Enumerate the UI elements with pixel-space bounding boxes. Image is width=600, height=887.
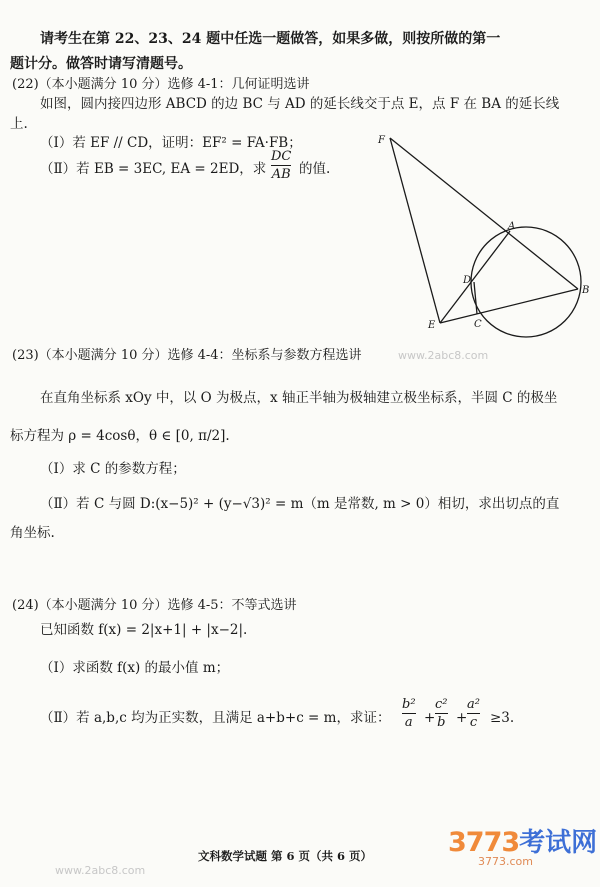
ineq-frac-2-bar <box>435 713 448 714</box>
site-logo-text: 考试网 <box>519 828 598 858</box>
label-B: B <box>582 285 590 296</box>
circumcircle <box>471 227 581 337</box>
q23-part-2-cont: 角坐标. <box>10 525 55 541</box>
watermark-mid: www.2abc8.com <box>398 349 489 362</box>
ineq-frac-3 <box>467 697 480 730</box>
q22-part-2-suffix: 的值. <box>299 161 331 177</box>
q22-part-2-prefix: （Ⅱ）若 EB = 3EC, EA = 2ED，求 <box>40 161 267 177</box>
label-E: E <box>428 320 436 331</box>
q23-part-2: （Ⅱ）若 C 与圆 D:(x−5)² + (y−√3)² = m（m 是常数, m > 0）相切，求出切点的直 <box>40 496 560 512</box>
ineq-frac-3-den: c <box>469 715 478 730</box>
ineq-tail: ≥3. <box>490 710 515 726</box>
site-logo-number: 3773 <box>448 827 520 858</box>
q24-body-1: 已知函数 f(x) = 2|x+1| + |x−2|. <box>40 622 248 638</box>
site-logo <box>448 822 597 859</box>
q23-part-1: （Ⅰ）求 C 的参数方程； <box>40 461 186 477</box>
q22-fraction-den: AB <box>271 167 291 182</box>
q23-header: (23)（本小题满分 10 分）选修 4-4：坐标系与参数方程选讲 <box>12 348 362 363</box>
q24-part-1: （Ⅰ）求函数 f(x) 的最小值 m； <box>40 660 230 676</box>
ineq-frac-1-bar <box>402 713 416 714</box>
label-C: C <box>474 319 482 330</box>
label-F: F <box>378 135 385 146</box>
line-DC <box>474 282 477 314</box>
intro-line-2: 题计分。做答时请写清题号。 <box>10 56 192 72</box>
line-FE <box>390 138 440 323</box>
page-footer: 文科数学试题 第 6 页（共 6 页） <box>198 849 373 863</box>
watermark-bottom: www.2abc8.com <box>55 864 146 877</box>
line-EB <box>440 289 578 323</box>
ineq-frac-1-num: b² <box>402 697 416 712</box>
q23-body-2: 标方程为 ρ = 4cosθ，θ ∈ [0, π/2]. <box>10 428 230 444</box>
q22-part-1: （Ⅰ）若 EF // CD，证明：EF² = FA·FB； <box>40 135 302 151</box>
label-D: D <box>463 275 472 286</box>
ineq-frac-2 <box>435 697 448 730</box>
intro-line-1: 请考生在第 22、23、24 题中任选一题做答，如果多做，则按所做的第一 <box>40 31 501 47</box>
label-A: A <box>508 221 516 232</box>
ineq-plus-2: + <box>456 710 468 726</box>
ineq-frac-2-den: b <box>437 715 446 730</box>
q24-header: (24)（本小题满分 10 分）选修 4-5：不等式选讲 <box>12 598 297 613</box>
q22-body-2: 上. <box>10 116 28 132</box>
ineq-frac-1-den: a <box>404 715 413 730</box>
q23-body-1: 在直角坐标系 xOy 中，以 O 为极点，x 轴正半轴为极轴建立极坐标系，半圆 C 的极坐 <box>40 390 558 406</box>
site-logo-domain: 3773.com <box>478 855 533 868</box>
line-EA <box>440 231 510 323</box>
q22-header: (22)（本小题满分 10 分）选修 4-1：几何证明选讲 <box>12 77 310 92</box>
q22-fraction-num: DC <box>271 149 292 164</box>
ineq-frac-3-bar <box>467 713 480 714</box>
ineq-plus-1: + <box>424 710 436 726</box>
q22-body-1: 如图，圆内接四边形 ABCD 的边 BC 与 AD 的延长线交于点 E，点 F 在 BA 的延长线 <box>40 96 560 112</box>
ineq-frac-3-num: a² <box>467 697 480 712</box>
line-FB <box>390 138 578 289</box>
ineq-frac-2-num: c² <box>435 697 448 712</box>
ineq-frac-1 <box>402 697 416 730</box>
q24-part-2: （Ⅱ）若 a,b,c 均为正实数，且满足 a+b+c = m，求证： <box>40 710 391 726</box>
